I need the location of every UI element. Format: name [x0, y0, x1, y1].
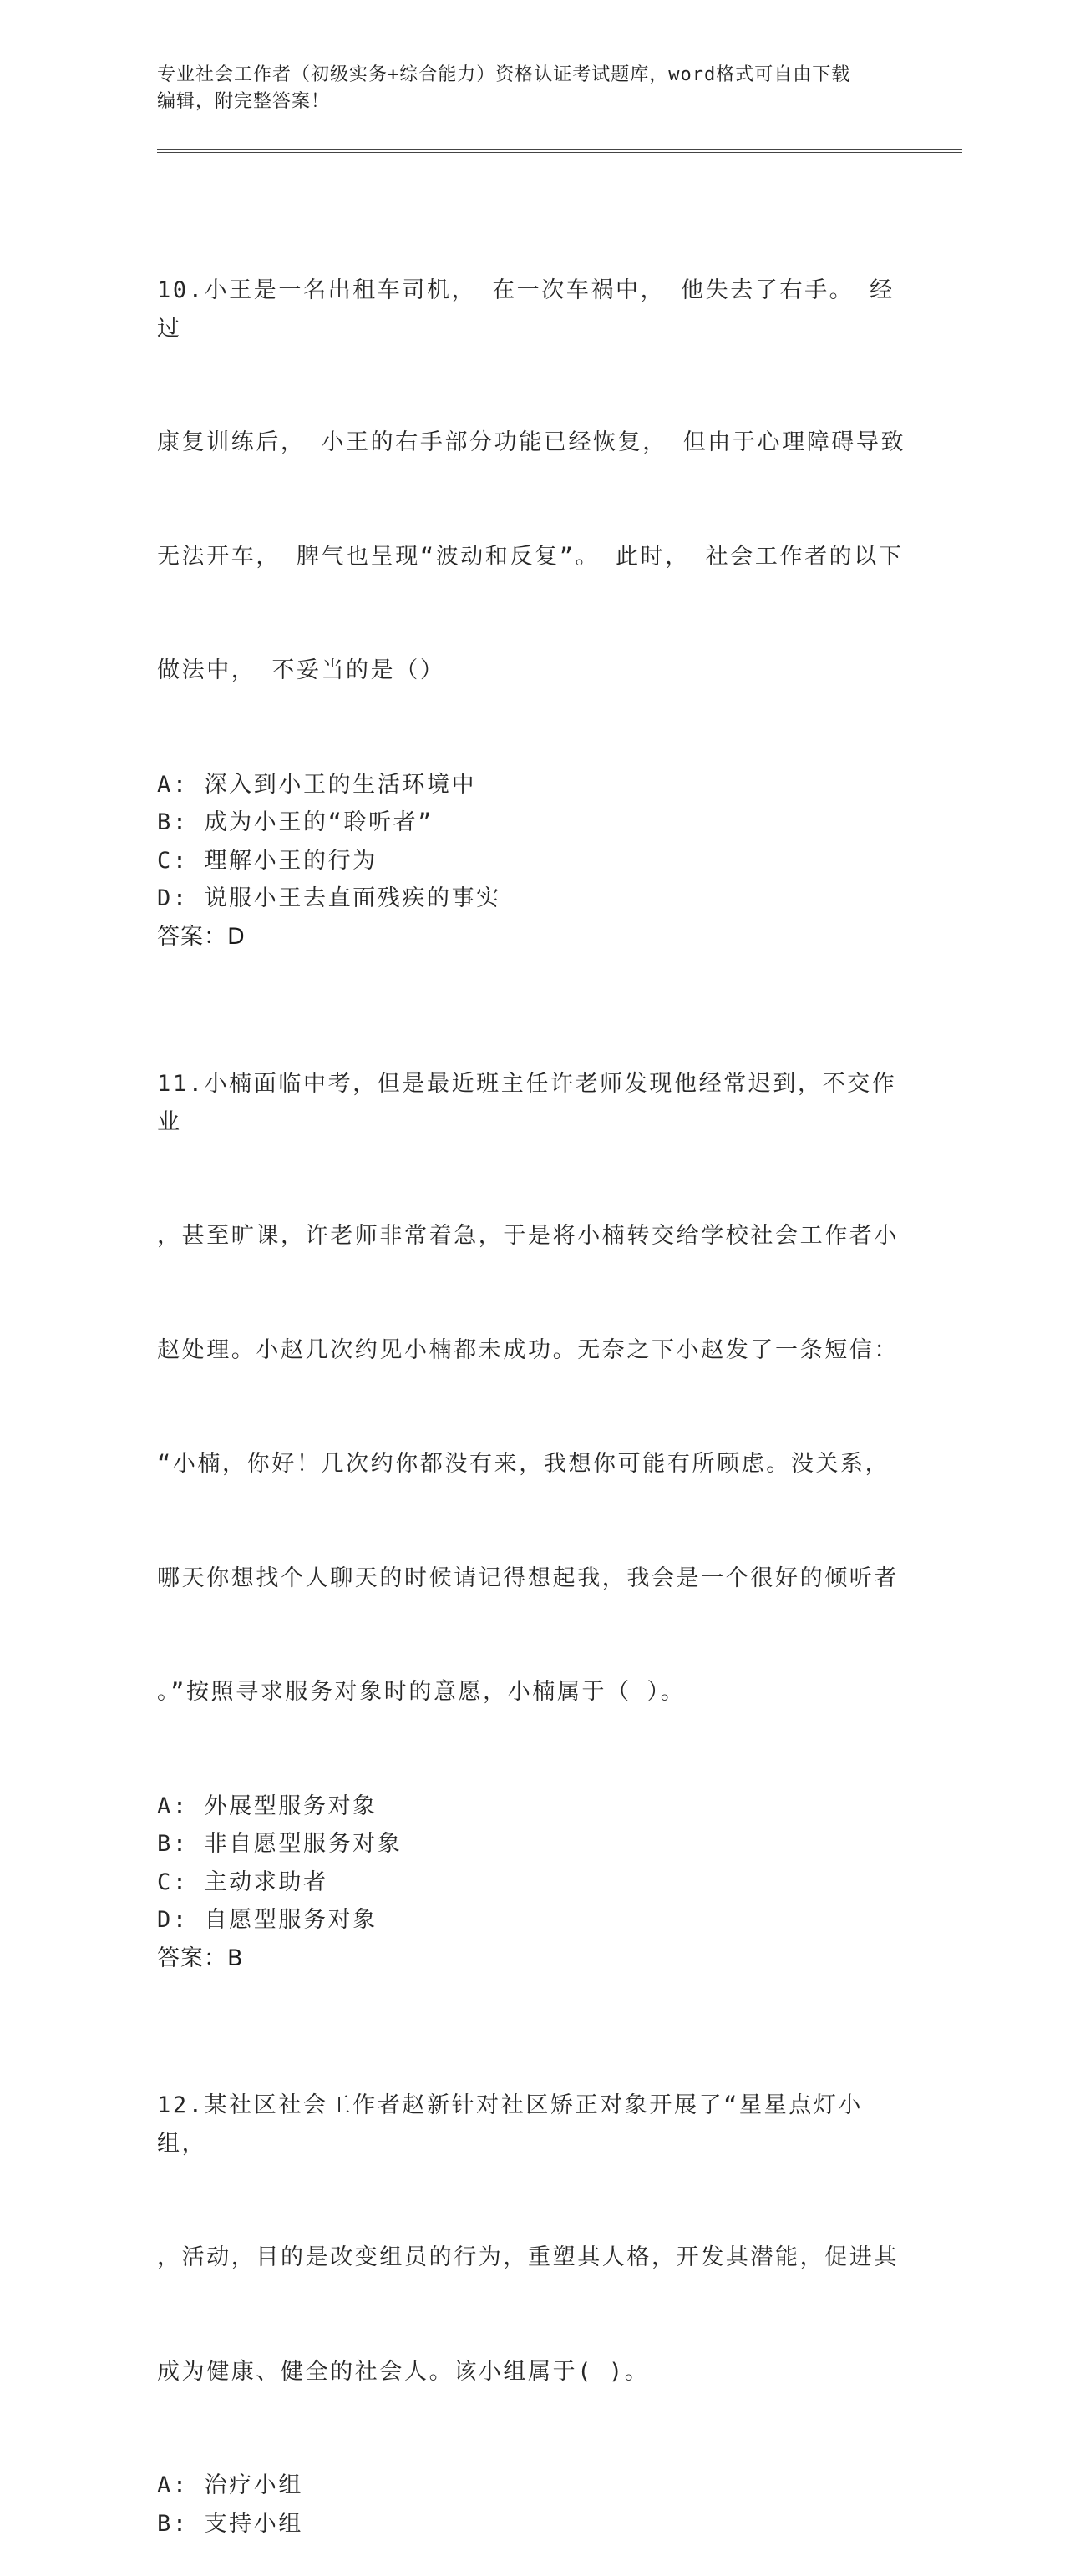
question-stem	[157, 195, 909, 766]
answer-label: 答案：D	[157, 923, 246, 950]
stem-line: 无法开车， 脾气也呈现“波动和反复”。 此时， 社会工作者的以下	[157, 543, 904, 570]
document-header	[157, 62, 909, 115]
stem-line: 赵处理。小赵几次约见小楠都未成功。无奈之下小赵发了一条短信：	[157, 1336, 899, 1363]
header-line-1: 专业社会工作者（初级实务+综合能力）资格认证考试题库，word格式可自由下载	[157, 64, 851, 85]
question-10	[157, 195, 909, 956]
answer-label: 答案：B	[157, 1945, 244, 1971]
header-line-2: 编辑，附完整答案！	[157, 91, 331, 112]
option-c: C: 主动求助者	[157, 1869, 328, 1895]
stem-line: 。”按照寻求服务对象时的意愿，小楠属于（ ）。	[157, 1679, 686, 1705]
option-d: D: 说服小王去直面残疾的事实	[157, 885, 501, 911]
option-b: B: 支持小组	[157, 2510, 303, 2537]
question-stem	[157, 989, 909, 1787]
stem-line: “小楠，你好！几次约你都没有来，我想你可能有所顾虑。没关系，	[157, 1451, 890, 1477]
stem-line: 12.某社区社会工作者赵新针对社区矫正对象开展了“星星点灯小组，	[157, 2092, 864, 2157]
option-a: A: 治疗小组	[157, 2472, 303, 2498]
question-stem	[157, 2011, 909, 2467]
option-b: B: 非自愿型服务对象	[157, 1831, 403, 1857]
question-11	[157, 989, 909, 1977]
option-c: C: 理解小王的行为	[157, 847, 378, 874]
stem-line: 成为健康、健全的社会人。该小组属于( )。	[157, 2358, 650, 2385]
stem-line: 做法中， 不妥当的是（）	[157, 657, 445, 683]
option-d: D: 自愿型服务对象	[157, 1907, 378, 1933]
stem-line: 哪天你想找个人聊天的时候请记得想起我，我会是一个很好的倾听者	[157, 1564, 899, 1591]
question-12	[157, 2011, 909, 2543]
header-divider-bottom	[157, 152, 962, 153]
option-a: A: 外展型服务对象	[157, 1793, 378, 1819]
option-b: B: 成为小王的“聆听者”	[157, 809, 434, 835]
stem-line: 10.小王是一名出租车司机， 在一次车祸中， 他失去了右手。 经过	[157, 277, 895, 342]
stem-line: ，甚至旷课，许老师非常着急，于是将小楠转交给学校社会工作者小	[157, 1223, 899, 1249]
stem-line: ，活动，目的是改变组员的行为，重塑其人格，开发其潜能，促进其	[157, 2244, 899, 2270]
option-a: A: 深入到小王的生活环境中	[157, 771, 477, 798]
stem-line: 11.小楠面临中考，但是最近班主任许老师发现他经常迟到，不交作业	[157, 1071, 897, 1135]
stem-line: 康复训练后， 小王的右手部分功能已经恢复， 但由于心理障碍导致	[157, 429, 906, 455]
header-divider-top	[157, 149, 962, 150]
question-list	[157, 195, 909, 2576]
